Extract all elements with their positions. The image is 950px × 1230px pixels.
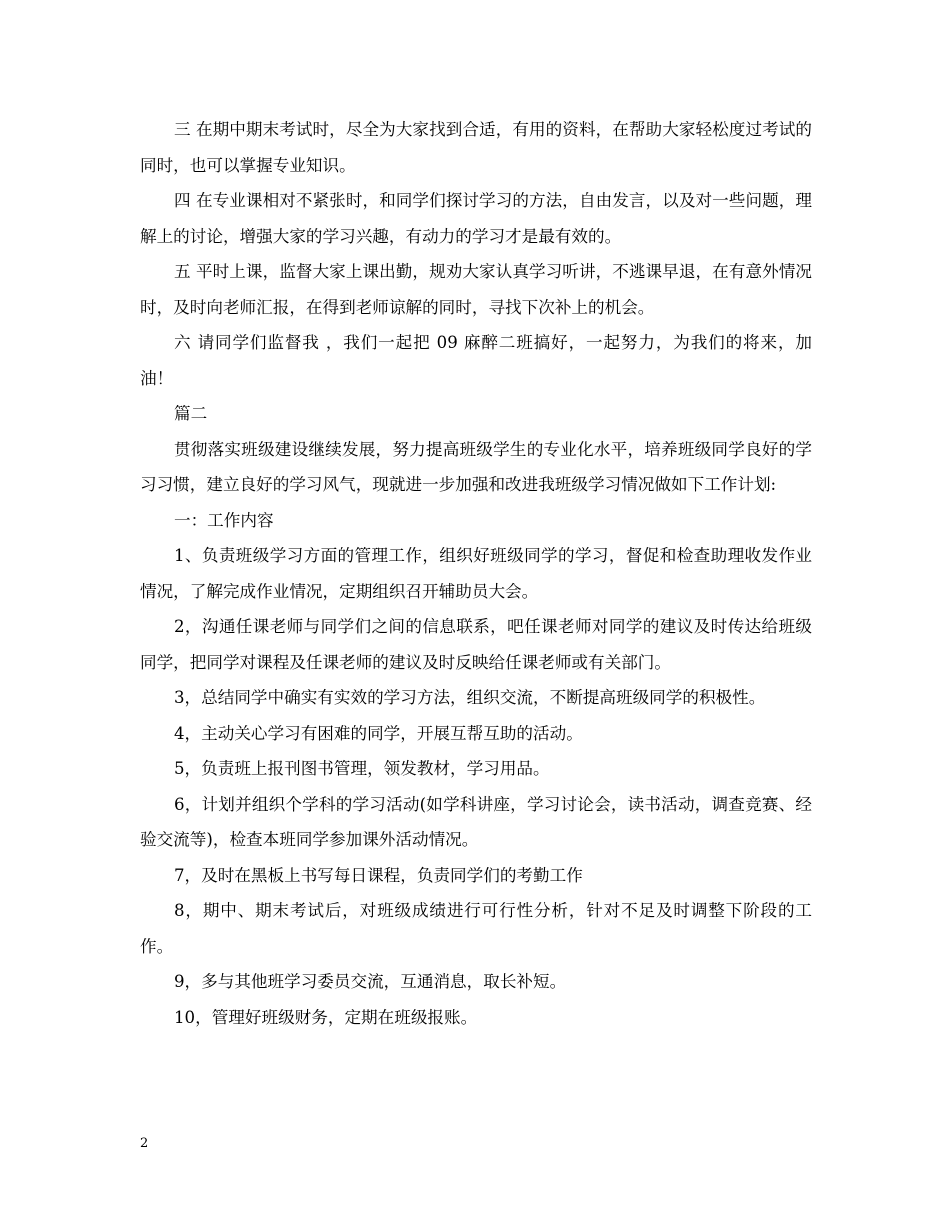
paragraph: 六 请同学们监督我 ，我们一起把 09 麻醉二班搞好，一起努力，为我们的将来，加油！ bbox=[140, 333, 812, 388]
list-item: 2，沟通任课老师与同学们之间的信息联系，吧任课老师对同学的建议及时传达给班级同学，把同学对课程及任课老师的建议及时反映给任课老师或有关部门。 bbox=[140, 617, 812, 672]
list-item: 1、负责班级学习方面的管理工作，组织好班级同学的学习，督促和检查助理收发作业情况，了解完成作业情况，定期组织召开辅助员大会。 bbox=[140, 546, 812, 601]
section-heading: 篇二 bbox=[174, 404, 208, 423]
list-item: 5，负责班上报刊图书管理，领发教材，学习用品。 bbox=[174, 759, 550, 778]
list-item: 4，主动关心学习有困难的同学，开展互帮互助的活动。 bbox=[174, 723, 583, 743]
list-item: 3，总结同学中确实有实效的学习方法，组织交流，不断提高班级同学的积极性。 bbox=[174, 688, 766, 707]
page-number: 2 bbox=[140, 1136, 149, 1151]
document-body bbox=[140, 112, 812, 1035]
paragraph: 贯彻落实班级建设继续发展，努力提高班级学生的专业化水平，培养班级同学良好的学习习惯，建立良好的学习风气，现就进一步加强和改进我班级学习情况做如下工作计划: bbox=[140, 439, 812, 494]
list-item: 10，管理好班级财务，定期在班级报账。 bbox=[174, 1007, 478, 1027]
paragraph: 三 在期中期末考试时，尽全为大家找到合适，有用的资料，在帮助大家轻松度过考试的同时，也可以掌握专业知识。 bbox=[140, 120, 812, 175]
paragraph: 四 在专业课相对不紧张时，和同学们探讨学习的方法，自由发言，以及对一些问题，理解上的讨论，增强大家的学习兴趣，有动力的学习才是最有效的。 bbox=[140, 191, 812, 246]
subsection-heading: 一：工作内容 bbox=[174, 510, 274, 530]
list-item: 9，多与其他班学习委员交流，互通消息，取长补短。 bbox=[174, 972, 567, 991]
paragraph: 五 平时上课，监督大家上课出勤，规劝大家认真学习听讲，不逃课早退，在有意外情况时，及时向老师汇报，在得到老师谅解的同时，寻找下次补上的机会。 bbox=[140, 262, 812, 317]
list-item: 7，及时在黑板上书写每日课程，负责同学们的考勤工作 bbox=[174, 865, 583, 885]
list-item: 8，期中、期末考试后，对班级成绩进行可行性分析，针对不足及时调整下阶段的工作。 bbox=[140, 901, 812, 956]
list-item: 6，计划并组织个学科的学习活动(如学科讲座，学习讨论会，读书活动，调查竞赛、经验交流等)，检查本班同学参加课外活动情况。 bbox=[140, 794, 812, 849]
